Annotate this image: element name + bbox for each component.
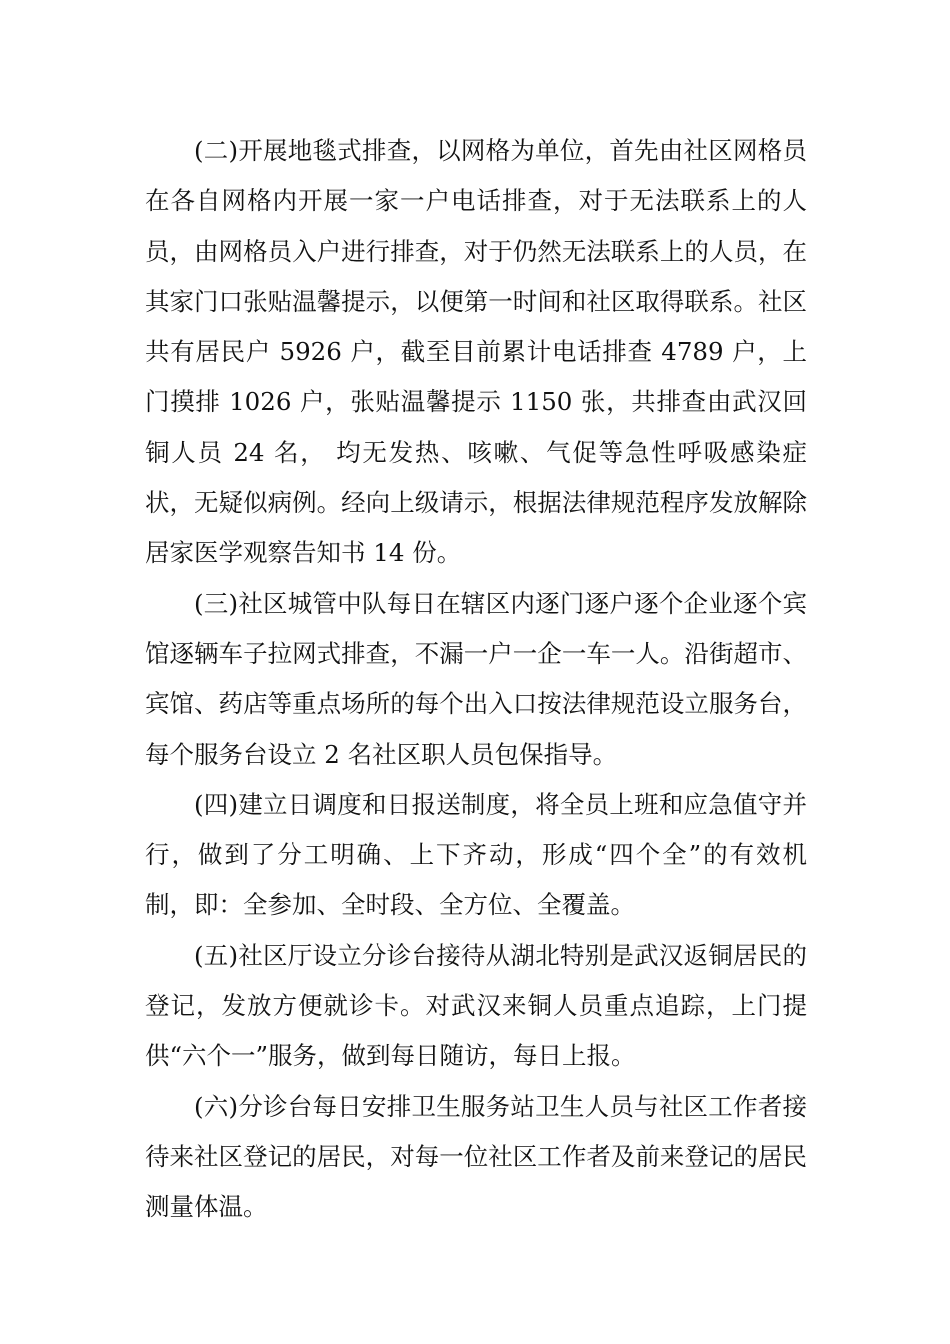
paragraph-5: (五)社区厅设立分诊台接待从湖北特别是武汉返铜居民的登记，发放方便就诊卡。对武汉来铜人员重点追踪，上门提供“六个一”服务，做到每日随访，每日上报。: [145, 940, 807, 1071]
paragraph-2: (二)开展地毯式排查，以网格为单位，首先由社区网格员在各自网格内开展一家一户电话排查，对于无法联系上的人员，由网格员入户进行排查，对于仍然无法联系上的人员，在其家门口张贴温馨提示，以便第一时间和社区取得联系。社区共有居民户 5926 户，截至目前累计电话排查 4789 户，上门摸排 1026 户，张贴温馨提示 1150 张，共排查由武汉回铜人员 24 名， 均无发热、咳嗽、气促等急性呼吸感染症状，无疑似病例。经向上级请示，根据法律规范程序发放解除居家医学观察告知书 14 份。: [145, 136, 807, 568]
paragraph-3: (三)社区城管中队每日在辖区内逐门逐户逐个企业逐个宾馆逐辆车子拉网式排查，不漏一户一企一车一人。沿街超市、宾馆、药店等重点场所的每个出入口按法律规范设立服务台，每个服务台设立 2 名社区职人员包保指导。: [145, 588, 807, 769]
paragraph-6: (六)分诊台每日安排卫生服务站卫生人员与社区工作者接待来社区登记的居民，对每一位社区工作者及前来登记的居民测量体温。: [145, 1091, 807, 1222]
paragraph-4: (四)建立日调度和日报送制度，将全员上班和应急值守并行，做到了分工明确、上下齐动，形成“四个全”的有效机制，即：全参加、全时段、全方位、全覆盖。: [145, 789, 807, 920]
document-body: [145, 126, 807, 1233]
